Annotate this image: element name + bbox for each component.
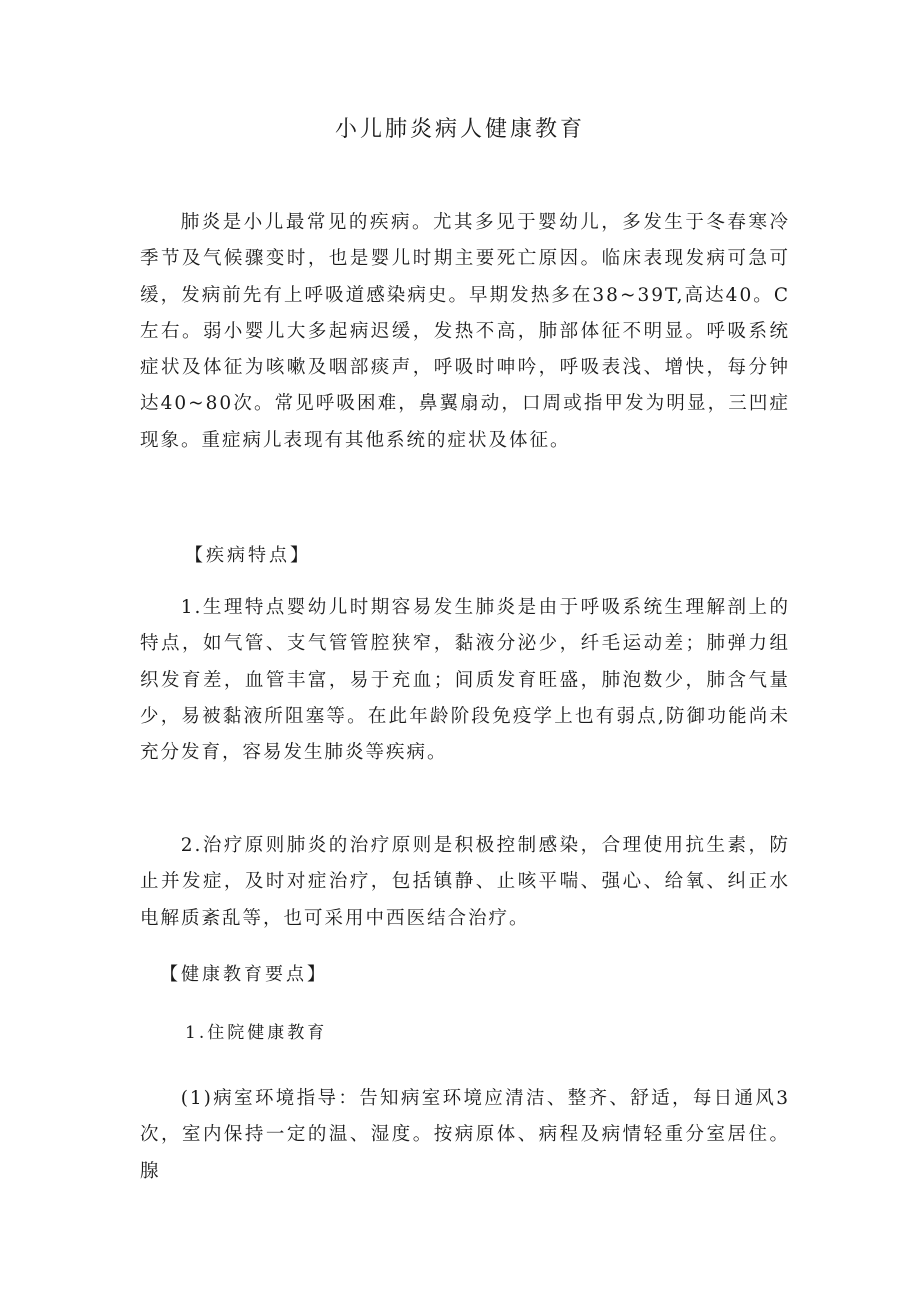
paragraph-text: 2.治疗原则肺炎的治疗原则是积极控制感染，合理使用抗生素，防止并发症，及时对症治疗，包括镇静、止咳平喘、强心、给氧、纠正水电解质紊乱等，也可采用中西医结合治疗。 — [140, 835, 790, 929]
treatment-paragraph — [140, 828, 790, 937]
document-title: 小儿肺炎病人健康教育 — [334, 117, 585, 142]
intro-paragraph — [140, 205, 790, 459]
section-heading-health-education: 【健康教育要点】 — [160, 964, 328, 985]
paragraph-text: 肺炎是小儿最常见的疾病。尤其多见于婴幼儿，多发生于冬春寒冷季节及气候骤变时，也是婴儿时期主要死亡原因。临床表现发病可急可缓，发病前先有上呼吸道感染病史。早期发热多在38~39T,高达40。C左右。弱小婴儿大多起病迟缓，发热不高，肺部体征不明显。呼吸系统症状及体征为咳嗽及咽部痰声，呼吸时呻吟，呼吸表浅、增快，每分钟达40~80次。常见呼吸困难，鼻翼扇动，口周或指甲发为明显，三凹症现象。重症病儿表现有其他系统的症状及体征。 — [140, 212, 790, 451]
section-heading-disease-features: 【疾病特点】 — [185, 545, 311, 566]
paragraph-text: 1.生理特点婴幼儿时期容易发生肺炎是由于呼吸系统生理解剖上的特点，如气管、支气管管腔狭窄，黏液分泌少，纤毛运动差；肺弹力组织发育差，血管丰富，易于充血；间质发育旺盛，肺泡数少，肺含气量少，易被黏液所阻塞等。在此年龄阶段免疫学上也有弱点,防御功能尚未充分发育，容易发生肺炎等疾病。 — [140, 597, 790, 764]
paragraph-text: (1)病室环境指导：告知病室环境应清洁、整齐、舒适，每日通风3次，室内保持一定的温、湿度。按病原体、病程及病情轻重分室居住。腺 — [140, 1088, 790, 1182]
physiology-paragraph — [140, 590, 790, 771]
ward-environment-paragraph — [140, 1081, 790, 1190]
subheading-inpatient-education: 1.住院健康教育 — [185, 1023, 328, 1043]
